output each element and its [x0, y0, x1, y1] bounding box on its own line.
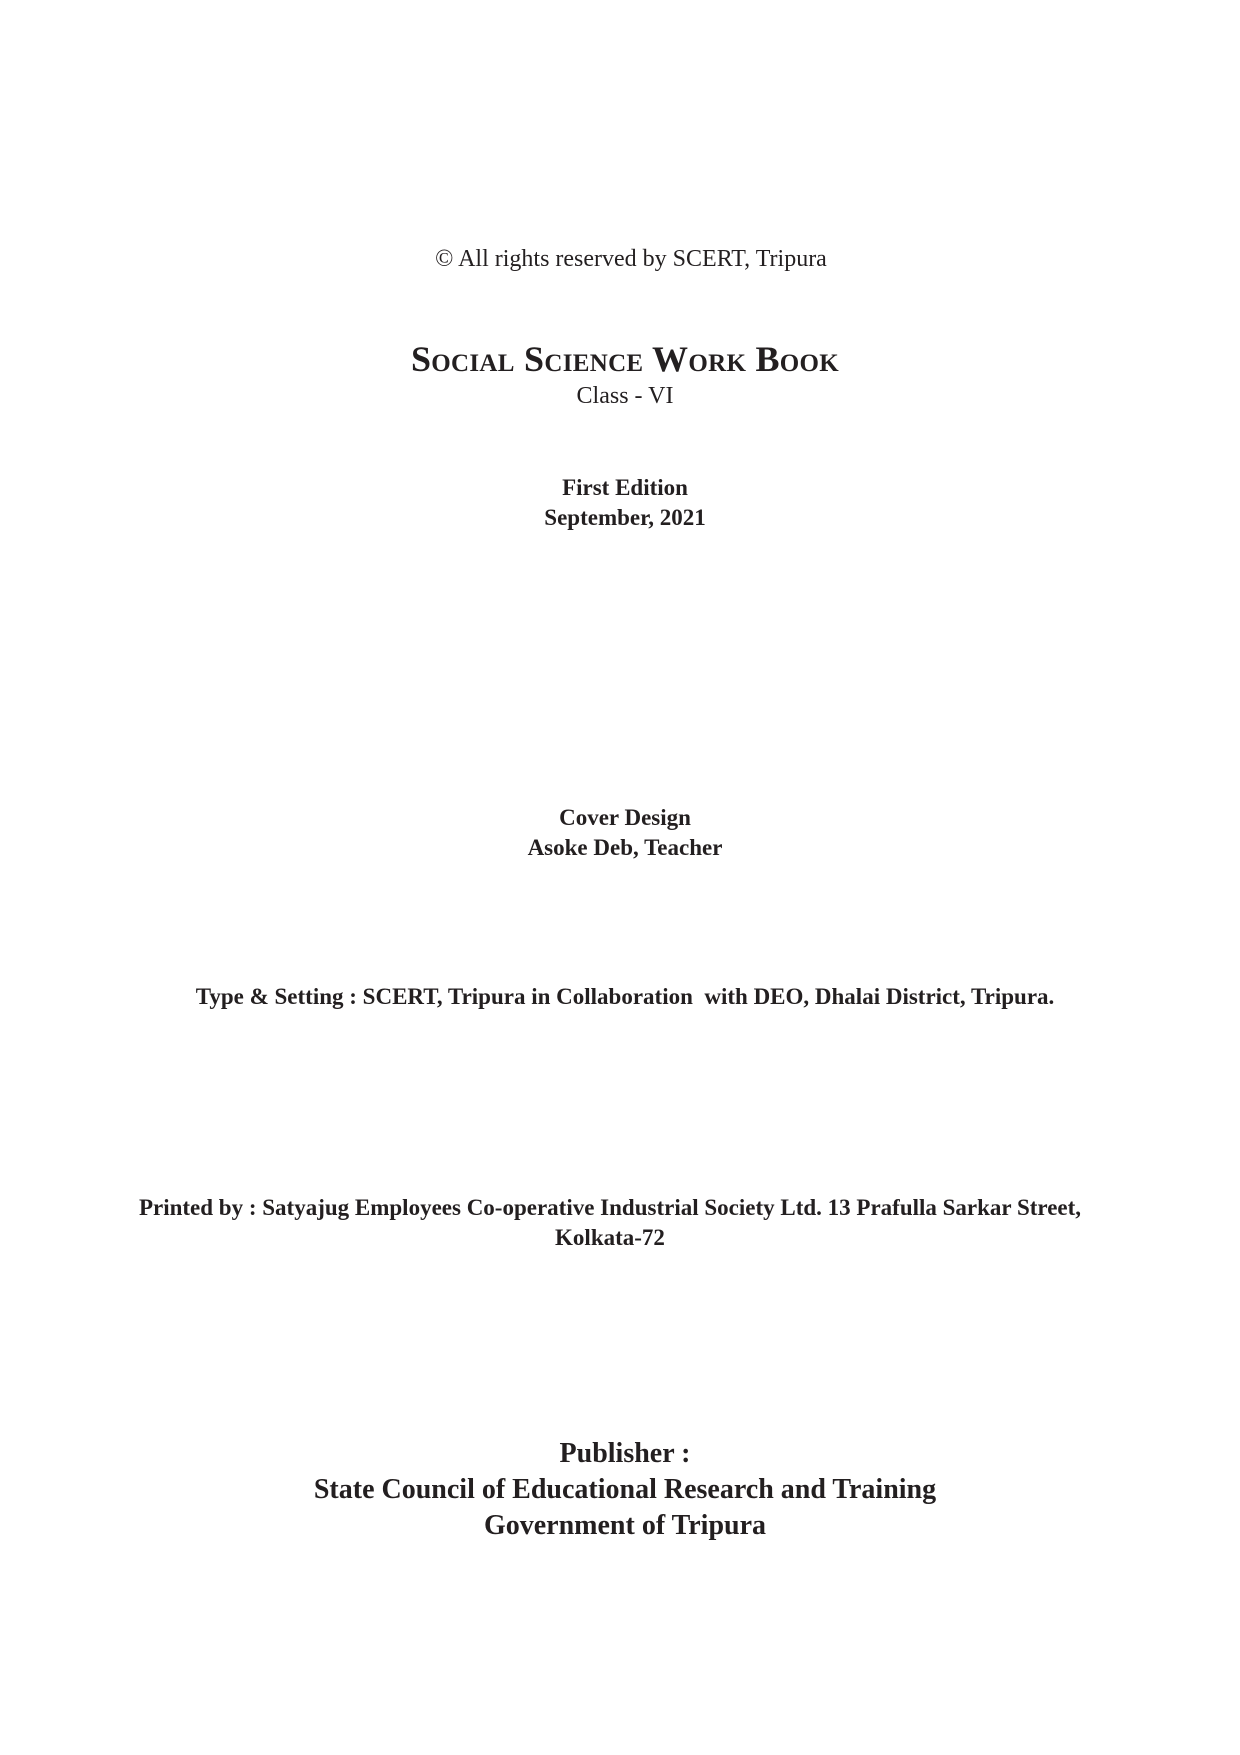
publisher-government: Government of Tripura: [483, 1510, 767, 1541]
publisher-heading: Publisher :: [559, 1438, 691, 1469]
cover-design-credit: [0, 803, 1240, 863]
publisher-name: State Council of Educational Research and Training: [313, 1474, 937, 1505]
copyright-notice: © All rights reserved by SCERT, Tripura: [435, 246, 827, 272]
cover-design-heading: Cover Design: [559, 805, 691, 830]
class-label: Class - VI: [576, 383, 674, 409]
cover-designer-name: Asoke Deb, Teacher: [527, 835, 723, 860]
edition-date: September, 2021: [544, 505, 706, 530]
edition-info: [0, 473, 1240, 533]
type-setting-credit: Type & Setting : SCERT, Tripura in Collaboration with DEO, Dhalai District, Tripura.: [195, 984, 1055, 1009]
publisher-info: [0, 1436, 1240, 1544]
edition-name: First Edition: [562, 475, 688, 500]
printer-credit: Printed by : Satyajug Employees Co-operative Industrial Society Ltd. 13 Prafulla Sarkar Street, Kolkata-72: [138, 1195, 1082, 1250]
book-title: Social Science Work Book: [410, 339, 840, 379]
